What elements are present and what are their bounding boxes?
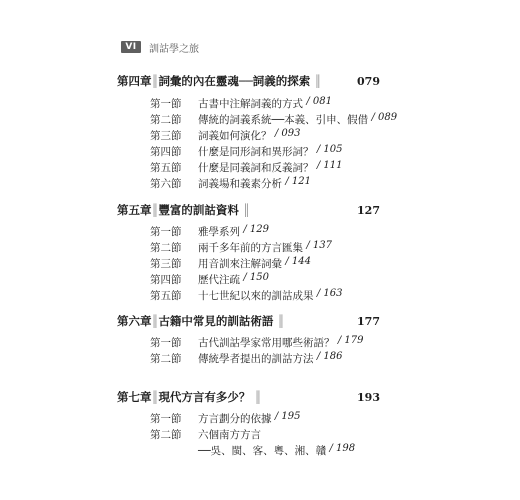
toc-entry: 第三節 詞義如何演化？ / 093 [150, 128, 301, 142]
toc-entry: 第五節 什麼是同義詞和反義詞？ / 111 [150, 160, 343, 174]
chapter-title: 第七章║現代方言有多少？ ║ [117, 390, 262, 404]
toc-entry: 第二節 傳統學者提出的訓詁方法 / 186 [150, 351, 343, 365]
chapter-heading [117, 313, 380, 329]
toc-entry: 第四節 歷代注疏 / 150 [150, 272, 269, 286]
toc-entry: 第二節 傳統的詞義系統──本義、引申、假借 / 089 [150, 112, 398, 126]
toc-entry: 第三節 用音訓來注解詞彙 / 144 [150, 256, 311, 270]
toc-entry: 第五節 十七世紀以來的訓詁成果 / 163 [150, 288, 343, 302]
toc-entry: 第一節 方言劃分的依據 / 195 [150, 411, 301, 425]
toc-entry: 第六節 詞義場和義素分析 / 121 [150, 176, 311, 190]
chapter-heading [117, 389, 380, 405]
toc-entry: 第一節 雅學系列 / 129 [150, 224, 269, 238]
running-header [121, 40, 199, 54]
chapter-page-number: 079 [357, 75, 380, 88]
page-number-badge: VI [121, 41, 141, 53]
chapter-title: 第五章║豐富的訓詁資料 ║ [117, 203, 250, 217]
toc-entry: 第四節 什麼是同形詞和異形詞？ / 105 [150, 144, 343, 158]
toc-entry: 第二節 兩千多年前的方言匯集 / 137 [150, 240, 332, 254]
running-title: 訓詁學之旅 [149, 43, 199, 55]
chapter-page-number: 193 [357, 391, 380, 404]
toc-entry: 第一節 古代訓詁學家常用哪些術語？ / 179 [150, 335, 364, 349]
chapter-heading [117, 202, 380, 218]
toc-entry: ──吳、閩、客、粵、湘、贛 / 198 [198, 443, 356, 457]
chapter-page-number: 177 [357, 315, 380, 328]
toc-entry: 第二節 六個南方方言 [150, 429, 261, 441]
chapter-title: 第四章║詞彙的內在靈魂──詞義的探索 ║ [117, 74, 322, 88]
chapter-title: 第六章║古籍中常見的訓詁術語 ║ [117, 314, 285, 328]
chapter-page-number: 127 [357, 204, 380, 217]
chapter-heading [117, 73, 380, 89]
toc-entry: 第一節 古書中注解詞義的方式 / 081 [150, 96, 332, 110]
